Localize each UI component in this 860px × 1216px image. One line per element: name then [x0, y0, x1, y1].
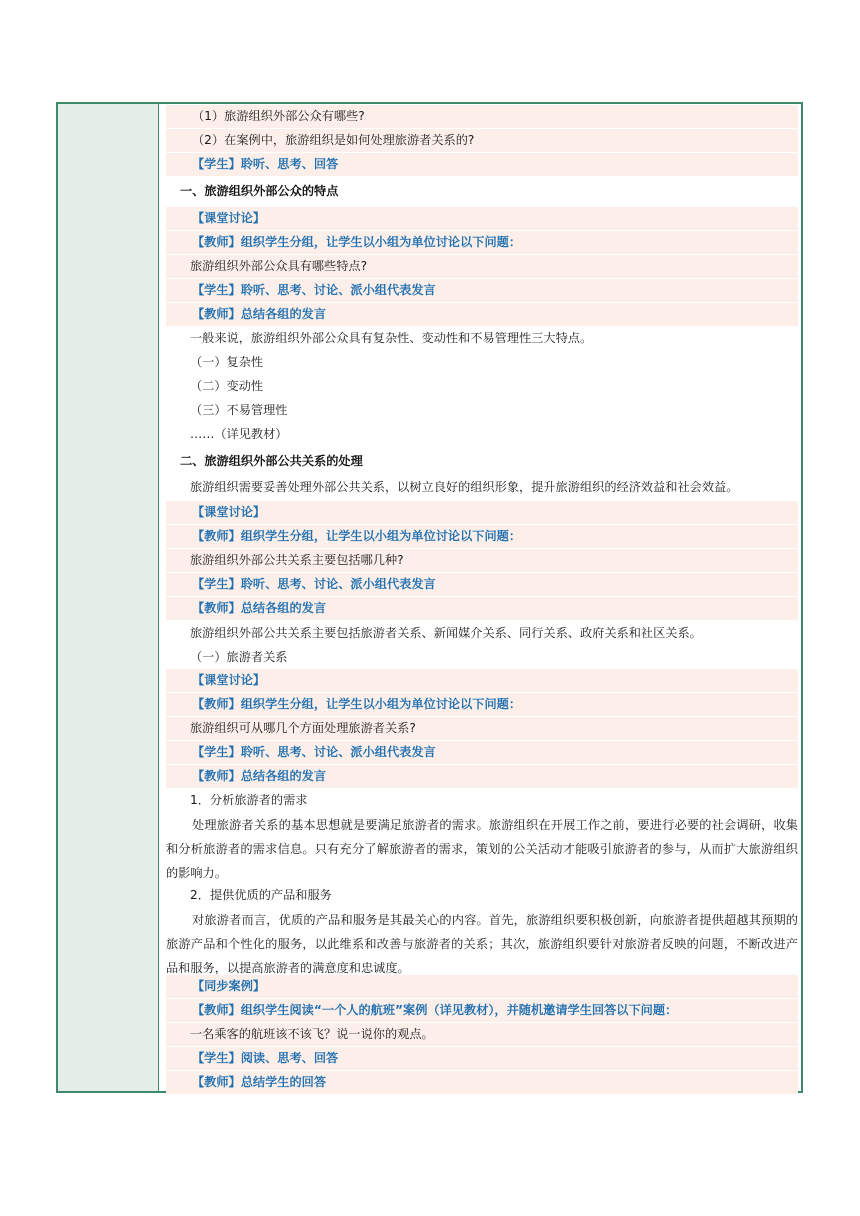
teacher-summary: 【教师】总结学生的回答 [166, 1071, 798, 1094]
body-text: 旅游组织需要妥善处理外部公共关系，以树立良好的组织形象，提升旅游组织的经济效益和社会效益。 [190, 480, 739, 494]
label-column [58, 104, 159, 1091]
case-label: 【同步案例】 [166, 975, 798, 998]
question-2: （2）在案例中，旅游组织是如何处理旅游者关系的? [166, 129, 798, 152]
question-1: （1）旅游组织外部公众有哪些? [166, 105, 798, 128]
student-activity: 【学生】聆听、思考、回答 [166, 153, 798, 176]
student-activity: 【学生】聆听、思考、讨论、派小组代表发言 [166, 741, 798, 764]
teacher-summary: 【教师】总结各组的发言 [166, 765, 798, 788]
point-heading: 2．提供优质的产品和服务 [190, 888, 332, 902]
body-paragraph: 处理旅游者关系的基本思想就是要满足旅游者的需求。旅游组织在开展工作之前，要进行必要的社会调研，收集和分析旅游者的需求信息。只有充分了解旅游者的需求，策划的公关活动才能吸引旅游者的参与，从而扩大旅游组织的影响力。 [166, 818, 798, 880]
discussion-question: 旅游组织外部公共关系主要包括哪几种? [166, 549, 798, 572]
discussion-label: 【课堂讨论】 [166, 669, 798, 692]
point-heading: 1．分析旅游者的需求 [190, 793, 308, 807]
case-question: 一名乘客的航班该不该飞？说一说你的观点。 [166, 1023, 798, 1046]
body-paragraph: 对旅游者而言，优质的产品和服务是其最关心的内容。首先，旅游组织要积极创新，向旅游者提供超越其预期的旅游产品和个性化的服务，以此维系和改善与旅游者的关系；其次，旅游组织要针对旅游者反映的问题，不断改进产品和服务，以提高旅游者的满意度和忠诚度。 [166, 913, 798, 975]
sub-item: （三）不易管理性 [190, 403, 288, 417]
section-heading-2: 二、旅游组织外部公共关系的处理 [180, 454, 363, 468]
content-cell [160, 104, 801, 1091]
lesson-table [56, 102, 803, 1093]
teacher-activity: 【教师】组织学生分组，让学生以小组为单位讨论以下问题： [166, 231, 798, 254]
section-heading-1: 一、旅游组织外部公众的特点 [180, 184, 339, 198]
teacher-summary: 【教师】总结各组的发言 [166, 303, 798, 326]
teacher-summary: 【教师】总结各组的发言 [166, 597, 798, 620]
student-activity: 【学生】聆听、思考、讨论、派小组代表发言 [166, 279, 798, 302]
see-textbook: ……（详见教材） [190, 427, 288, 441]
sub-item: （一）复杂性 [190, 355, 264, 369]
sub-item: （二）变动性 [190, 379, 264, 393]
discussion-question: 旅游组织外部公众具有哪些特点? [166, 255, 798, 278]
teacher-activity: 【教师】组织学生分组，让学生以小组为单位讨论以下问题： [166, 693, 798, 716]
sub-heading: （一）旅游者关系 [190, 650, 288, 664]
discussion-question: 旅游组织可从哪几个方面处理旅游者关系? [166, 717, 798, 740]
body-text: 一般来说，旅游组织外部公众具有复杂性、变动性和不易管理性三大特点。 [190, 331, 593, 345]
teacher-activity: 【教师】组织学生阅读“一个人的航班”案例（详见教材），并随机邀请学生回答以下问题： [166, 999, 798, 1022]
teacher-activity: 【教师】组织学生分组，让学生以小组为单位讨论以下问题： [166, 525, 798, 548]
student-activity: 【学生】阅读、思考、回答 [166, 1047, 798, 1070]
student-activity: 【学生】聆听、思考、讨论、派小组代表发言 [166, 573, 798, 596]
body-text: 旅游组织外部公共关系主要包括旅游者关系、新闻媒介关系、同行关系、政府关系和社区关系。 [190, 626, 702, 640]
discussion-label: 【课堂讨论】 [166, 207, 798, 230]
discussion-label: 【课堂讨论】 [166, 501, 798, 524]
